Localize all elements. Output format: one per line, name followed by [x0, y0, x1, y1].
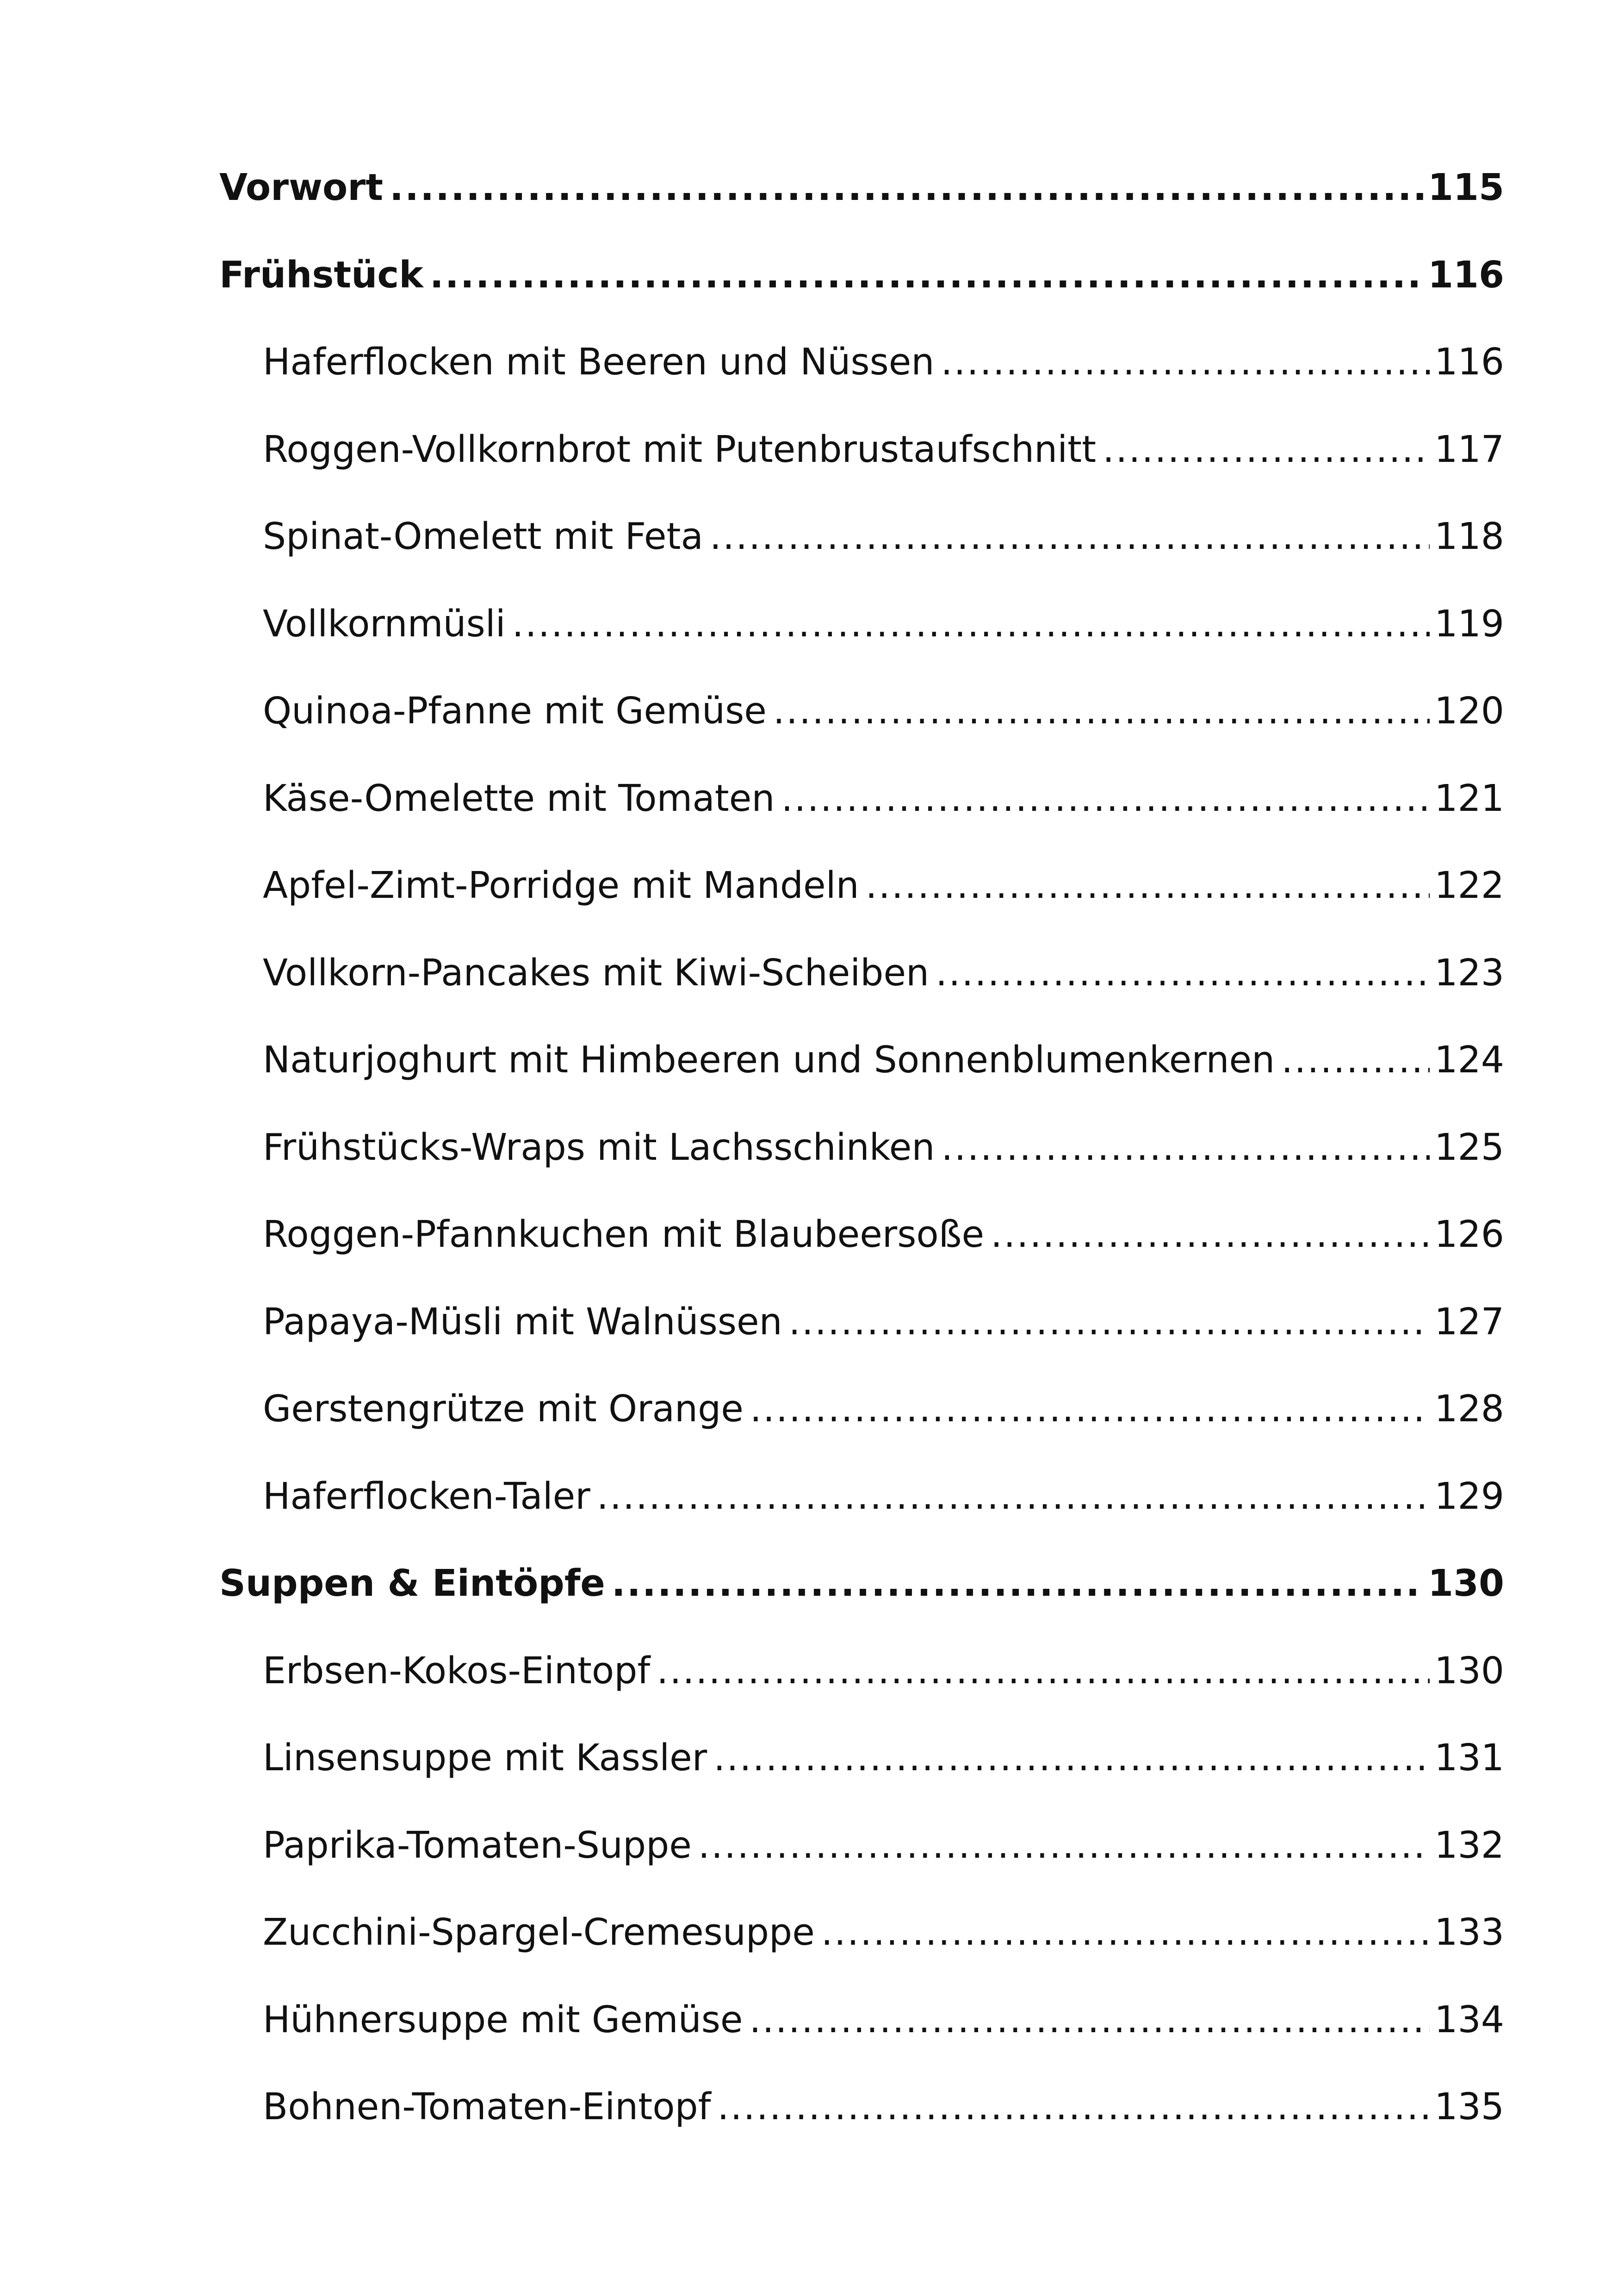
toc-page-number: 131: [1434, 1740, 1504, 1779]
toc-entry[interactable]: [219, 1827, 1504, 1915]
toc-entry[interactable]: [219, 1129, 1504, 1217]
toc-section-fruehstueck[interactable]: [219, 257, 1504, 344]
toc-page-number: 119: [1434, 605, 1504, 645]
toc-page-number: 116: [1434, 344, 1504, 383]
dot-leader: [710, 518, 1430, 555]
toc-page-number: 127: [1434, 1303, 1504, 1343]
toc-title: Roggen-Pfannkuchen mit Blaubeersoße: [263, 1216, 985, 1256]
toc-page-number: 126: [1434, 1216, 1504, 1256]
toc-section-suppen-eintoepfe[interactable]: [219, 1565, 1504, 1653]
toc-page-number: 128: [1434, 1391, 1504, 1430]
toc-entry[interactable]: [219, 955, 1504, 1042]
toc-page-number: 120: [1434, 693, 1504, 732]
toc-entry[interactable]: [219, 2089, 1504, 2176]
dot-leader: [1103, 431, 1430, 468]
toc-entry[interactable]: [219, 344, 1504, 431]
toc-page-number: 116: [1428, 256, 1504, 296]
toc-entry[interactable]: [219, 1740, 1504, 1827]
toc-section-vorwort[interactable]: [219, 169, 1504, 257]
toc-title: Suppen & Eintöpfe: [219, 1565, 605, 1605]
dot-leader: [390, 169, 1423, 206]
dot-leader: [936, 955, 1430, 991]
dot-leader: [750, 2002, 1430, 2038]
toc-title: Haferflocken mit Beeren und Nüssen: [263, 344, 935, 383]
toc-entry[interactable]: [219, 2002, 1504, 2089]
toc-entry[interactable]: [219, 431, 1504, 519]
toc-entry[interactable]: [219, 693, 1504, 780]
toc-page-number: 124: [1434, 1042, 1504, 1081]
toc-entry[interactable]: [219, 867, 1504, 955]
dot-leader: [941, 1129, 1430, 1166]
toc-title: Quinoa-Pfanne mit Gemüse: [263, 693, 767, 732]
toc-title: Paprika-Tomaten-Suppe: [263, 1827, 692, 1867]
toc-entry[interactable]: [219, 780, 1504, 868]
table-of-contents: [219, 169, 1504, 2176]
dot-leader: [698, 1827, 1430, 1864]
toc-title: Apfel-Zimt-Porridge mit Mandeln: [263, 867, 859, 907]
toc-entry[interactable]: [219, 518, 1504, 606]
dot-leader: [941, 344, 1430, 380]
toc-title: Vollkorn-Pancakes mit Kiwi-Scheiben: [263, 954, 930, 994]
toc-title: Spinat-Omelett mit Feta: [263, 518, 703, 558]
toc-title: Vorwort: [219, 169, 384, 209]
toc-page-number: 123: [1434, 954, 1504, 994]
toc-title: Gerstengrütze mit Orange: [263, 1391, 744, 1430]
toc-entry[interactable]: [219, 1391, 1504, 1478]
toc-page-number: 117: [1434, 431, 1504, 471]
dot-leader: [657, 1653, 1430, 1689]
toc-title: Haferflocken-Taler: [263, 1478, 590, 1518]
toc-title: Linsensuppe mit Kassler: [263, 1740, 707, 1779]
toc-page-number: 115: [1428, 169, 1504, 209]
toc-entry[interactable]: [219, 1216, 1504, 1304]
toc-title: Papaya-Müsli mit Walnüssen: [263, 1303, 782, 1343]
dot-leader: [597, 1478, 1430, 1515]
toc-title: Erbsen-Kokos-Eintopf: [263, 1652, 651, 1692]
toc-title: Hühnersuppe mit Gemüse: [263, 2001, 743, 2041]
toc-title: Zucchini-Spargel-Cremesuppe: [263, 1914, 815, 1954]
dot-leader: [866, 867, 1430, 904]
toc-entry[interactable]: [219, 1478, 1504, 1566]
toc-entry[interactable]: [219, 1042, 1504, 1129]
dot-leader: [789, 1304, 1430, 1340]
toc-entry[interactable]: [219, 1304, 1504, 1391]
dot-leader: [512, 606, 1430, 642]
toc-page-number: 125: [1434, 1129, 1504, 1169]
toc-page-number: 121: [1434, 780, 1504, 820]
dot-leader: [781, 780, 1430, 817]
toc-entry[interactable]: [219, 1914, 1504, 2002]
dot-leader: [717, 2089, 1430, 2125]
toc-title: Roggen-Vollkornbrot mit Putenbrustaufschnitt: [263, 431, 1097, 471]
toc-title: Frühstücks-Wraps mit Lachsschinken: [263, 1129, 935, 1169]
toc-title: Frühstück: [219, 256, 423, 296]
toc-page-number: 118: [1434, 518, 1504, 558]
dot-leader: [612, 1565, 1423, 1602]
toc-page-number: 122: [1434, 867, 1504, 907]
dot-leader: [991, 1216, 1430, 1253]
toc-entry[interactable]: [219, 1653, 1504, 1740]
dot-leader: [750, 1391, 1430, 1427]
dot-leader: [430, 257, 1423, 293]
toc-page-number: 129: [1434, 1478, 1504, 1518]
toc-page-number: 133: [1434, 1914, 1504, 1954]
toc-page-number: 132: [1434, 1827, 1504, 1867]
toc-title: Naturjoghurt mit Himbeeren und Sonnenblumenkernen: [263, 1042, 1275, 1081]
toc-page-number: 134: [1434, 2001, 1504, 2041]
toc-entry[interactable]: [219, 606, 1504, 693]
dot-leader: [1281, 1042, 1430, 1078]
toc-title: Käse-Omelette mit Tomaten: [263, 780, 775, 820]
toc-page-number: 135: [1434, 2089, 1504, 2128]
dot-leader: [821, 1914, 1430, 1951]
dot-leader: [713, 1740, 1430, 1776]
toc-title: Bohnen-Tomaten-Eintopf: [263, 2089, 711, 2128]
toc-title: Vollkornmüsli: [263, 605, 506, 645]
dot-leader: [773, 693, 1430, 729]
toc-page-number: 130: [1434, 1652, 1504, 1692]
toc-page-number: 130: [1428, 1565, 1504, 1605]
